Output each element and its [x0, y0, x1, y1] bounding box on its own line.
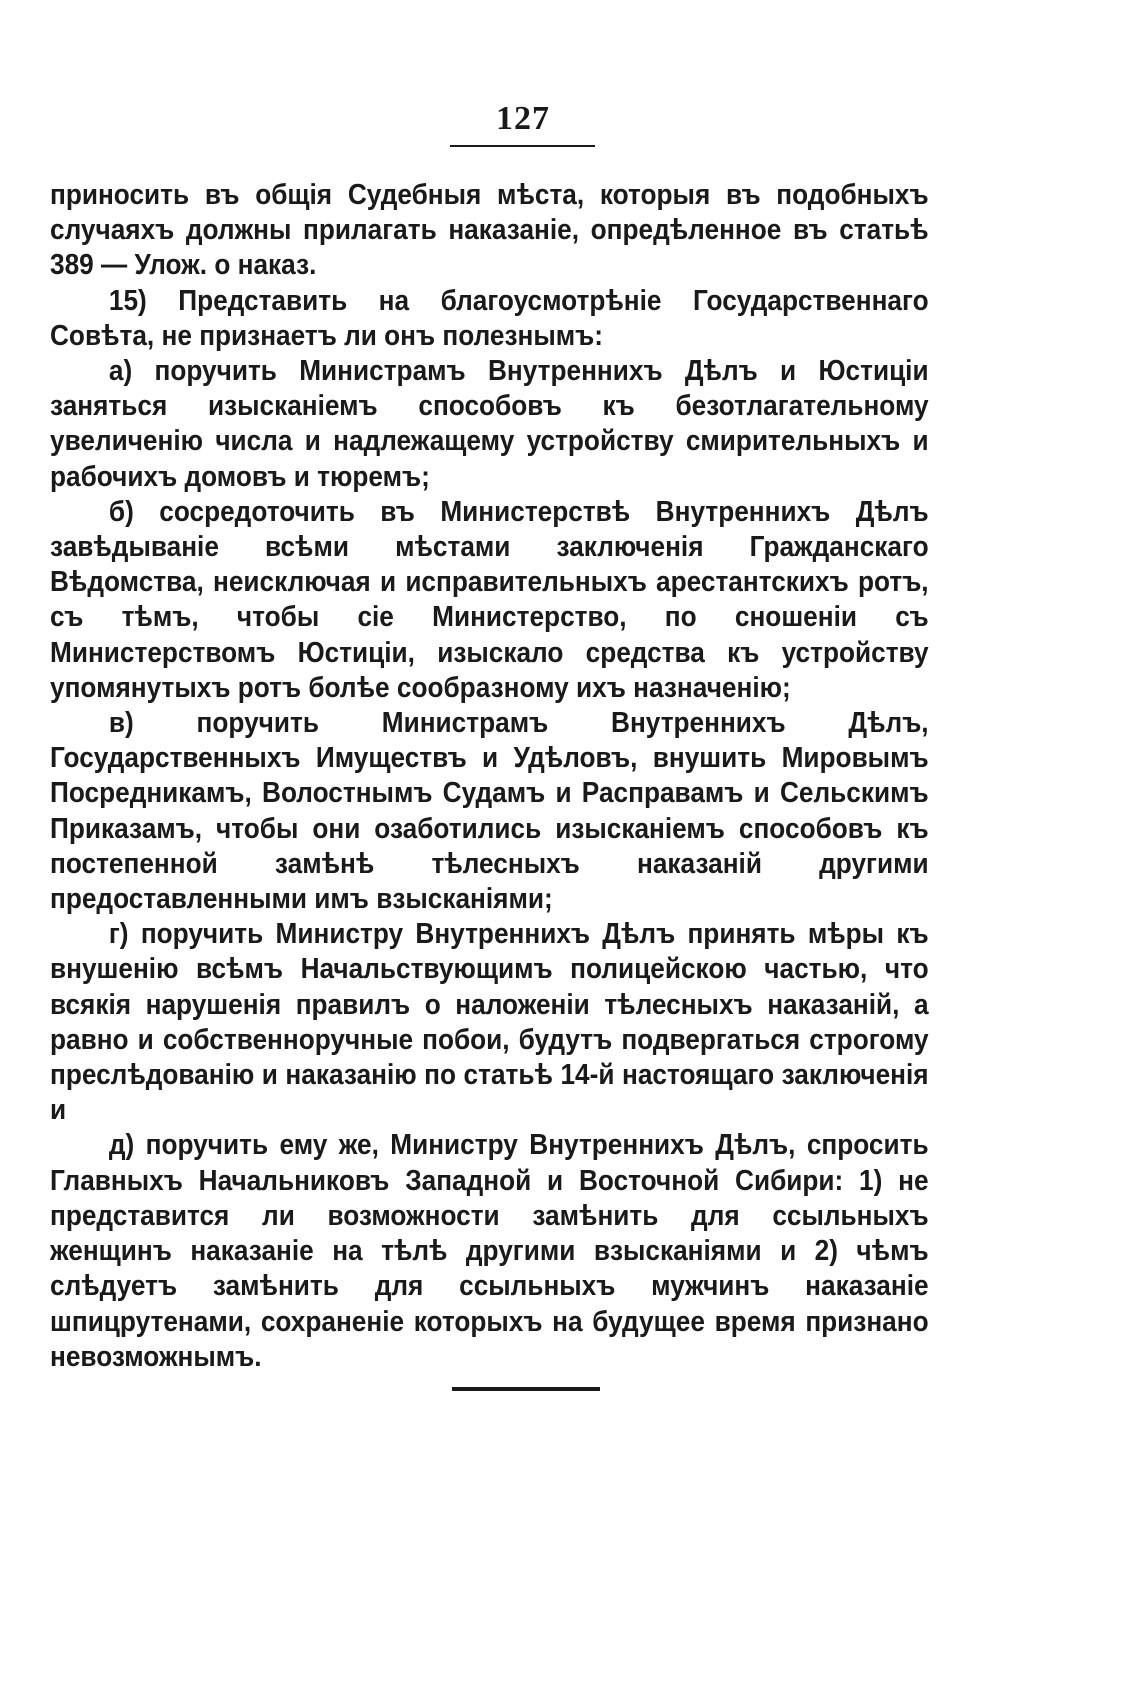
page-number-underline [450, 145, 595, 147]
body-text [50, 178, 929, 1375]
paragraph-item-b: б) сосредоточить въ Министерствѣ Внутреннихъ Дѣлъ завѣдываніе всѣми мѣстами заключенія Гражданскаго Вѣдомства, неисключая и исправительныхъ арестантскихъ ротъ, съ тѣмъ, чтобы сіе Министерство, по сношеніи съ Министерствомъ Юстиціи, изыскало средства къ устройству упомянутыхъ ротъ болѣе сообразному ихъ назначенію; [50, 495, 929, 704]
end-divider-rule [452, 1387, 600, 1391]
paragraph-item-a: а) поручить Министрамъ Внутреннихъ Дѣлъ и Юстиціи заняться изысканіемъ способовъ къ безотлагательному увеличенію числа и надлежащему устройству смирительныхъ и рабочихъ домовъ и тюремъ; [50, 355, 929, 493]
paragraph-item-d: д) поручить ему же, Министру Внутреннихъ Дѣлъ, спросить Главныхъ Начальниковъ Западной и Восточной Сибири: 1) не представится ли возможности замѣнить для ссыльныхъ женщинъ наказаніе на тѣлѣ другими взысканіями и 2) чѣмъ слѣдуетъ замѣнить для ссыльныхъ мужчинъ наказаніе шпицрутенами, сохраненіе которыхъ на будущее время признано невозможнымъ. [50, 1129, 929, 1373]
paragraph-item-v: в) поручить Министрамъ Внутреннихъ Дѣлъ, Государственныхъ Имуществъ и Удѣловъ, внушить Мировымъ Посредникамъ, Волостнымъ Судамъ и Расправамъ и Сельскимъ Приказамъ, чтобы они озаботились изысканіемъ способовъ къ постепенной замѣнѣ тѣлесныхъ наказаній другими предоставленными имъ взысканіями; [50, 707, 929, 916]
paragraph-item-15: 15) Представить на благоусмотрѣніе Государственнаго Совѣта, не признаетъ ли онъ полезнымъ: [50, 284, 929, 352]
page-number: 127 [496, 100, 550, 137]
paragraph-continuation: приносить въ общія Судебныя мѣста, которыя въ подобныхъ случаяхъ должны прилагать наказаніе, опредѣленное въ статьѣ 389 — Улож. о наказ. [50, 179, 929, 282]
paragraph-item-g: г) поручить Министру Внутреннихъ Дѣлъ принять мѣры къ внушенію всѣмъ Начальствующимъ полицейскою частью, что всякія нарушенія правилъ о наложеніи тѣлесныхъ наказаній, а равно и собственноручные побои, будутъ подвергаться строгому преслѣдованію и наказанію по статьѣ 14-й настоящаго заключенія и [50, 918, 929, 1127]
